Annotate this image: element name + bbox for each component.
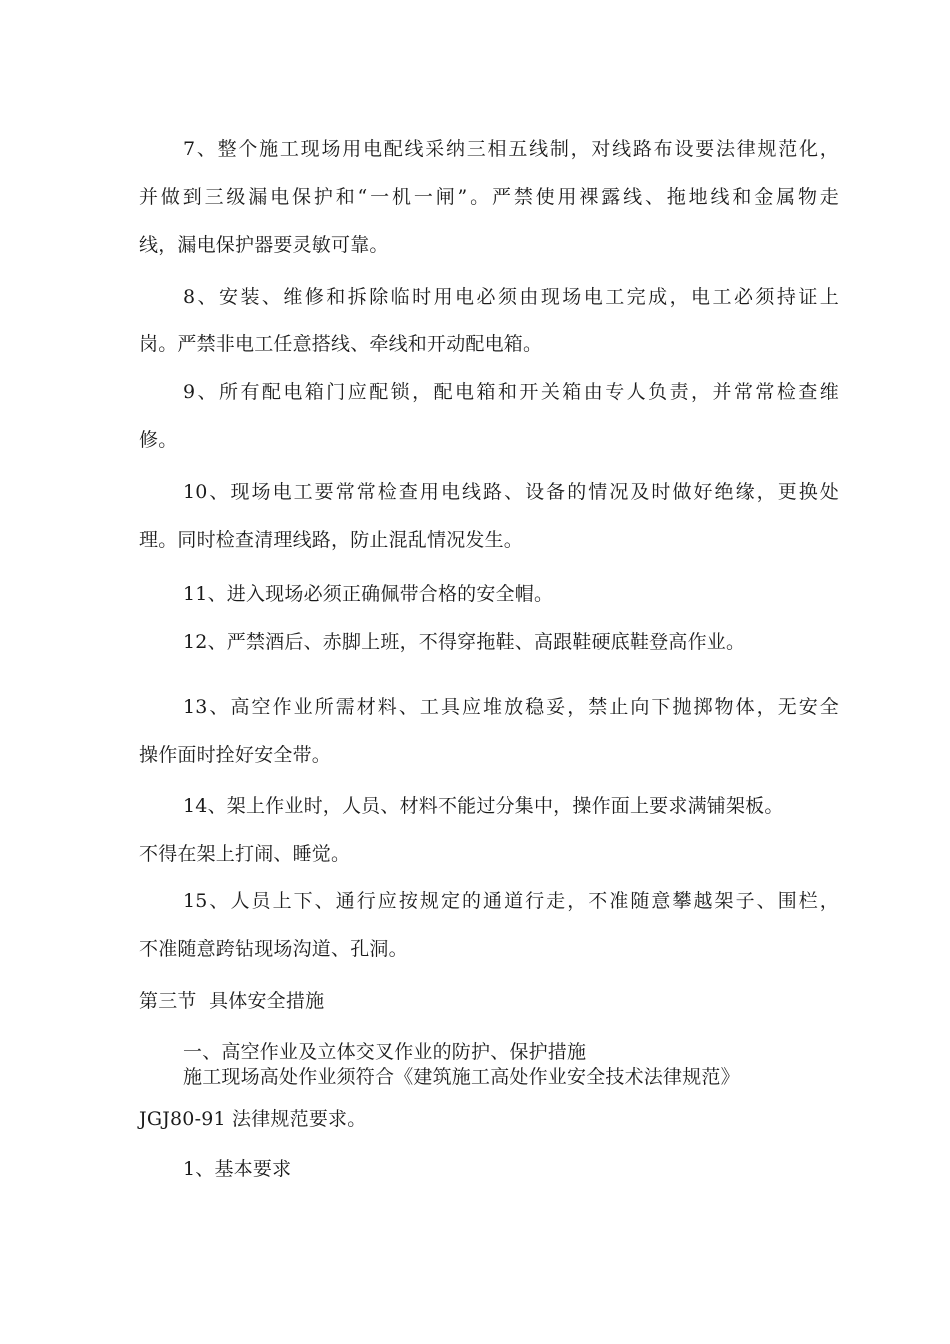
text-line: 11、进入现场必须正确佩带合格的安全帽。 bbox=[183, 583, 554, 605]
text-line: 施工现场高处作业须符合《建筑施工高处作业安全技术法律规范》 bbox=[183, 1066, 740, 1088]
text-line: 操作面时拴好安全带。 bbox=[139, 744, 332, 766]
text-line: 线，漏电保护器要灵敏可靠。 bbox=[139, 234, 389, 256]
text-line: 理。同时检查清理线路，防止混乱情况发生。 bbox=[139, 529, 524, 551]
text-line: 13、高空作业所需材料、工具应堆放稳妥，禁止向下抛掷物体，无安全 bbox=[183, 696, 839, 718]
text-line: 12、严禁酒后、赤脚上班，不得穿拖鞋、高跟鞋硬底鞋登高作业。 bbox=[183, 631, 746, 653]
text-line: 10、现场电工要常常检查用电线路、设备的情况及时做好绝缘，更换处 bbox=[183, 481, 839, 503]
text-line: 不得在架上打闹、睡觉。 bbox=[139, 843, 351, 865]
text-line: 岗。严禁非电工任意搭线、牵线和开动配电箱。 bbox=[139, 333, 543, 355]
subsection-heading: 一、高空作业及立体交叉作业的防护、保护措施 bbox=[183, 1041, 587, 1063]
text-line: 15、人员上下、通行应按规定的通道行走，不准随意攀越架子、围栏， bbox=[183, 890, 839, 912]
text-line: 并做到三级漏电保护和“一机一闸”。严禁使用裸露线、拖地线和金属物走 bbox=[139, 186, 839, 208]
text-line: 8、安装、维修和拆除临时用电必须由现场电工完成，电工必须持证上 bbox=[183, 286, 839, 308]
text-line: JGJ80-91 法律规范要求。 bbox=[139, 1108, 367, 1130]
text-line: 不准随意跨钻现场沟道、孔洞。 bbox=[139, 938, 408, 960]
subsection-heading: 1、基本要求 bbox=[183, 1158, 292, 1180]
text-line: 9、所有配电箱门应配锁，配电箱和开关箱由专人负责，并常常检查维 bbox=[183, 381, 839, 403]
text-line: 14、架上作业时，人员、材料不能过分集中，操作面上要求满铺架板。 bbox=[183, 795, 784, 817]
section-heading: 第三节 具体安全措施 bbox=[139, 990, 325, 1012]
text-line: 修。 bbox=[139, 429, 178, 451]
text-line: 7、整个施工现场用电配线采纳三相五线制，对线路布设要法律规范化， bbox=[183, 138, 839, 160]
